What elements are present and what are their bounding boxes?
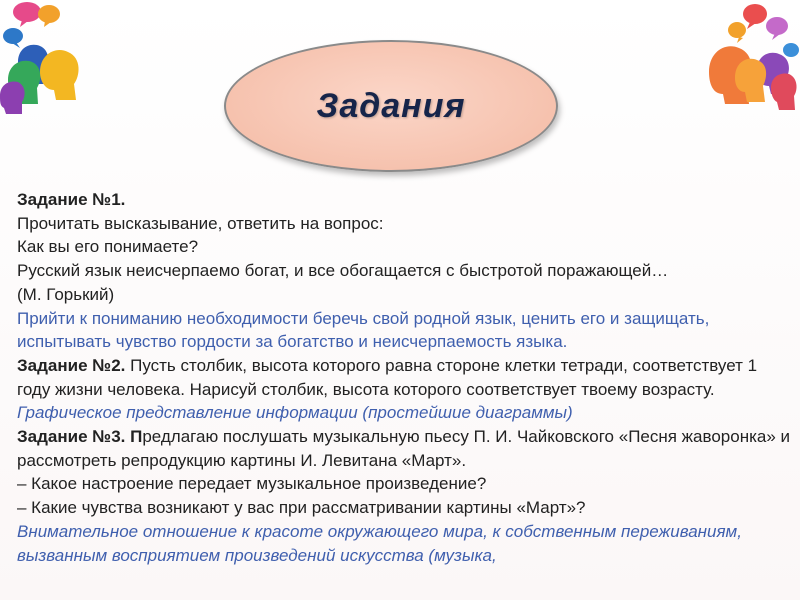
task2-goal: Графическое представление информации (простейшие диаграммы) — [17, 403, 573, 423]
task2-heading: Задание №2. — [17, 355, 126, 375]
left-people-speech-icon — [0, 0, 90, 120]
task3-question-2: – Какие чувства возникают у вас при рассматривании картины «Март»? — [17, 498, 586, 518]
title-oval — [224, 40, 558, 172]
right-people-speech-icon — [695, 0, 800, 120]
task1-author: (М. Горький) — [17, 284, 115, 304]
task1-quote: Русский язык неисчерпаемо богат, и все обогащается с быстротой поражающей… — [17, 261, 669, 281]
task3-paragraph — [17, 425, 792, 472]
task3-heading: Задание №3. П — [17, 427, 143, 447]
task2-text: Пусть столбик, высота которого равна стороне клетки тетради, соответствует 1 году жизни человека. Нарисуй столбик, высота которого соответствует твоему возрасту. — [17, 355, 758, 399]
task2-paragraph — [17, 354, 792, 401]
task1-heading: Задание №1. — [17, 190, 126, 209]
task1-goal: Прийти к пониманию необходимости беречь свой родной язык, ценить его и защищать, испытывать чувство гордости за богатство и неисчерпаемость языка. — [17, 308, 710, 352]
slide-title: Задания — [316, 86, 466, 125]
task1-question: Как вы его понимаете? — [17, 237, 199, 257]
task3-text: редлагаю послушать музыкальную пьесу П. И. Чайковского «Песня жаворонка» и рассмотреть репродукцию картины И. Левитана «Март». — [17, 427, 791, 470]
task3-question-1: – Какое настроение передает музыкальное произведение? — [17, 474, 487, 494]
tasks-content — [17, 188, 792, 567]
task3-goal: Внимательное отношение к красоте окружающего мира, к собственным переживаниям, вызванным восприятием произведений искусства (музыка, — [17, 521, 742, 565]
task1-instruction: Прочитать высказывание, ответить на вопрос: — [17, 213, 384, 233]
